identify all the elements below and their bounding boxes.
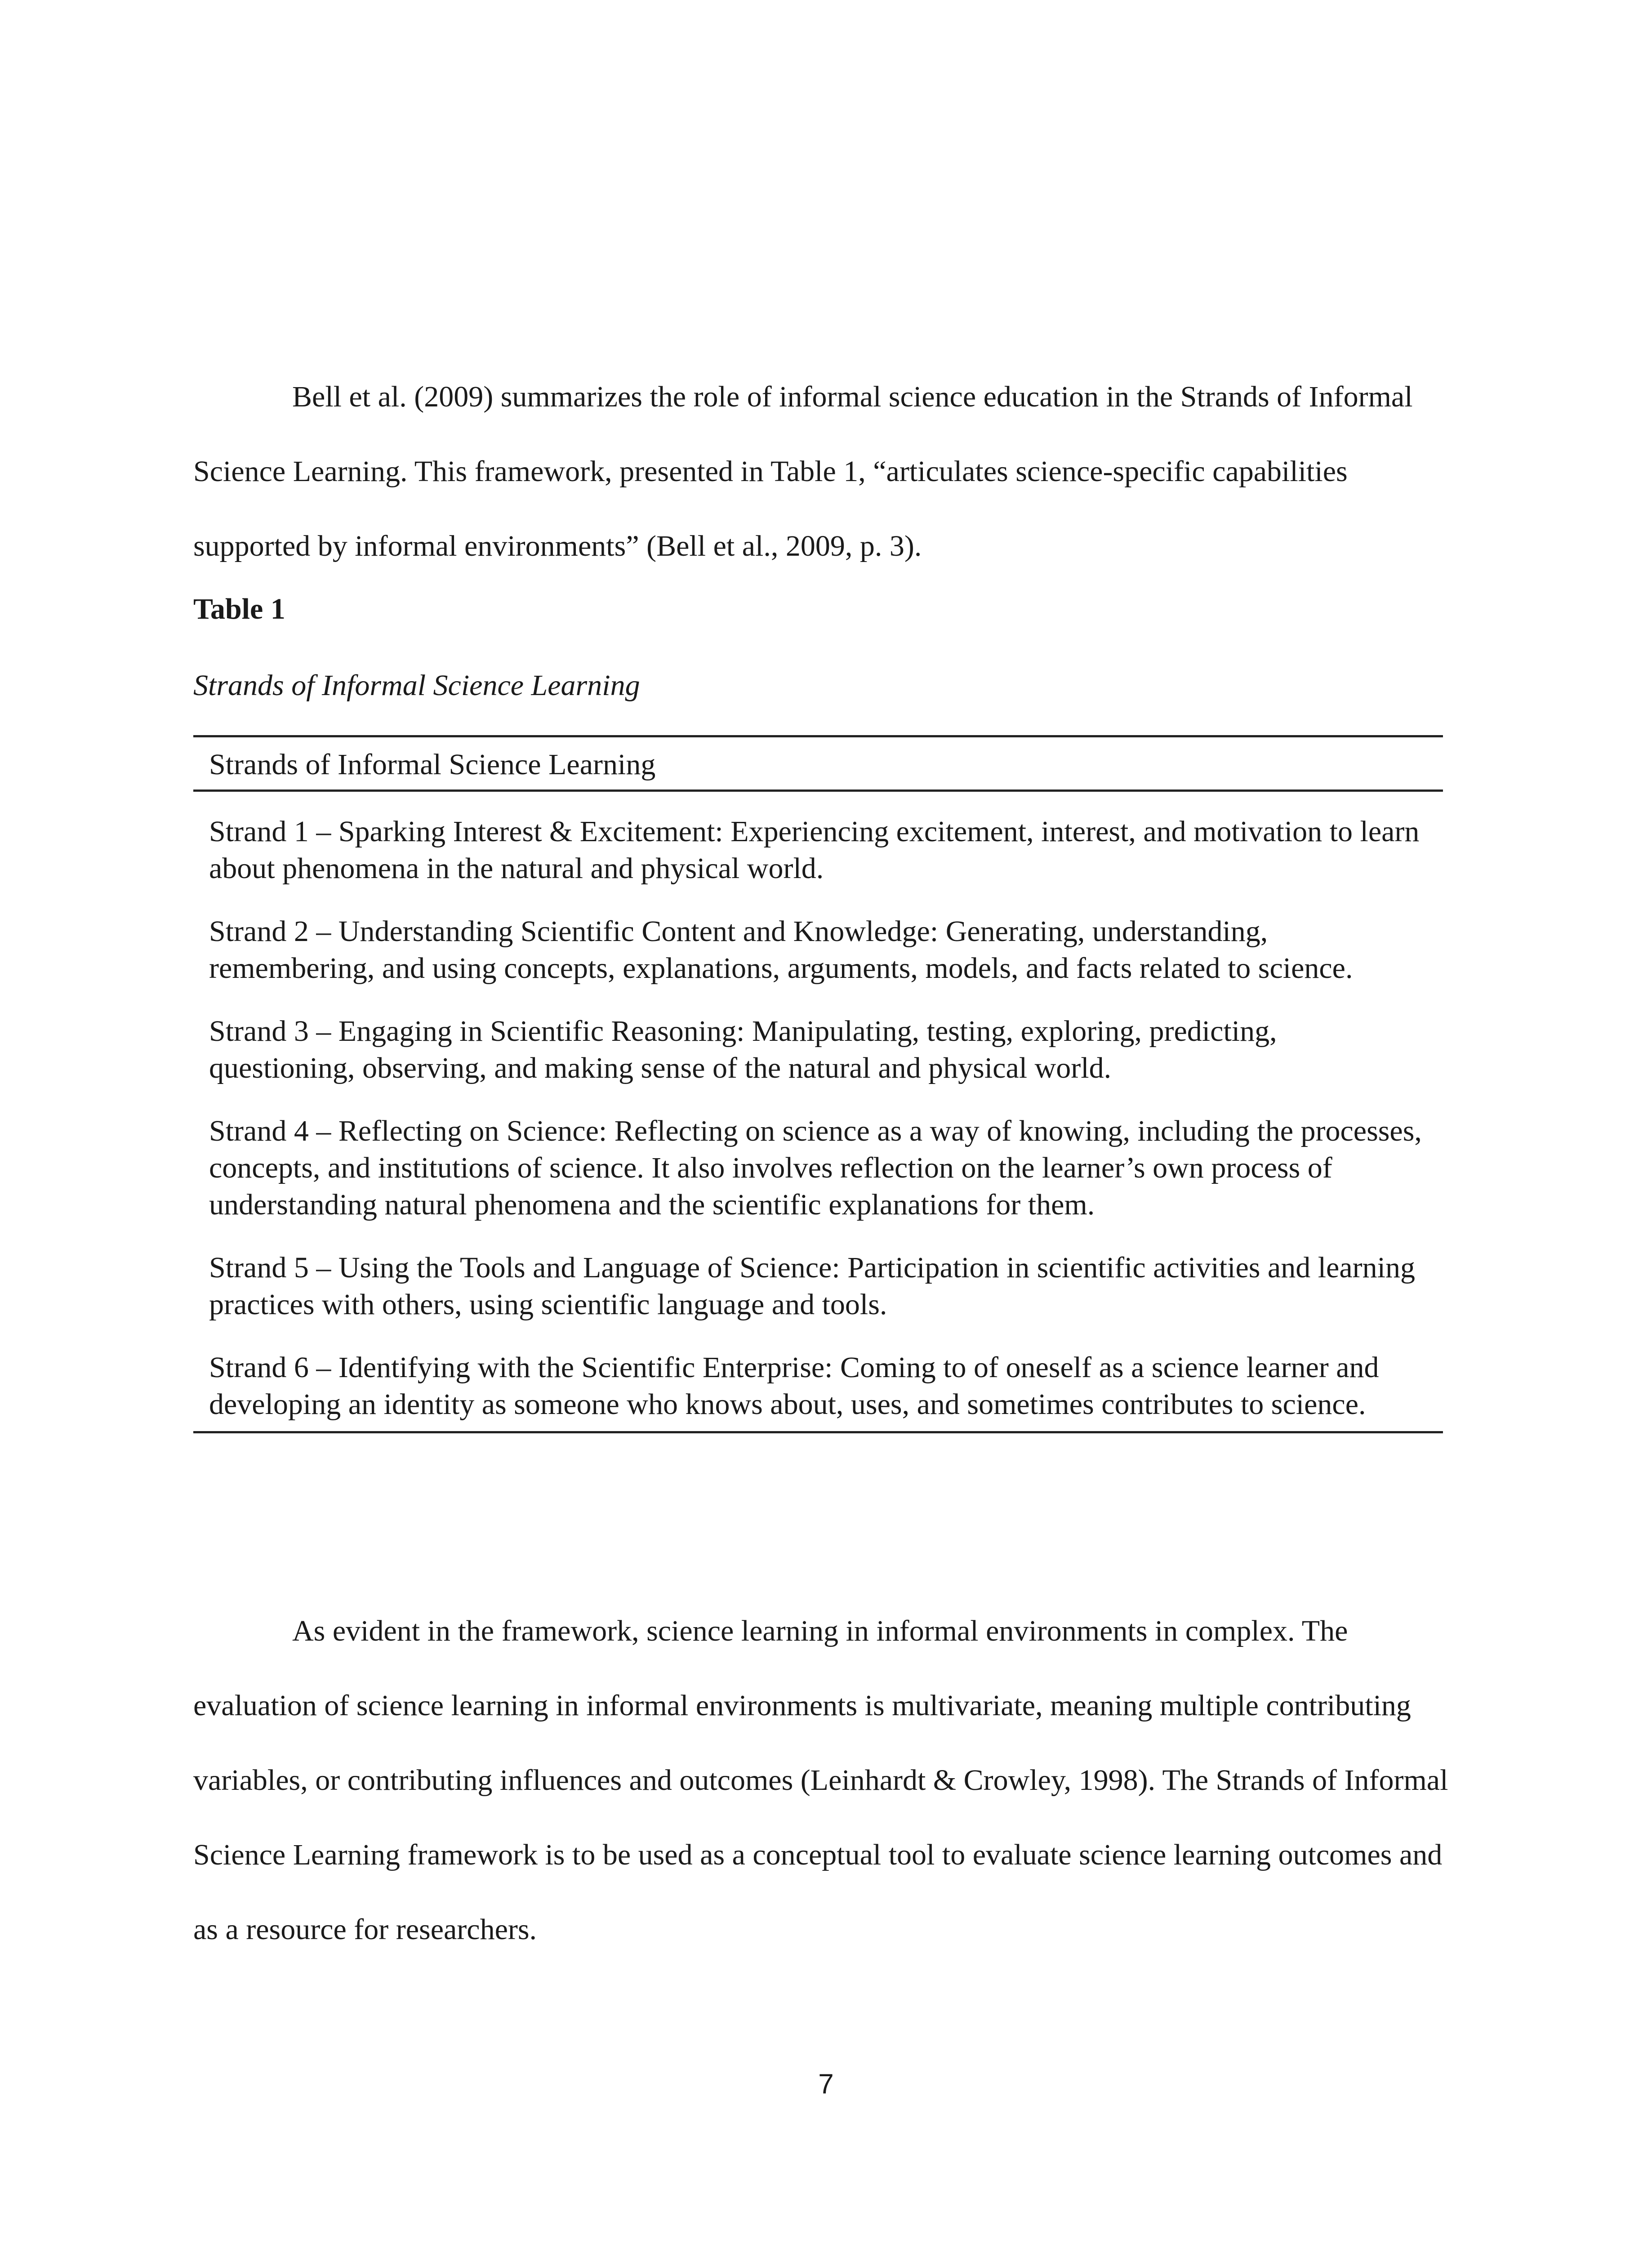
table-label: Table 1 xyxy=(193,593,285,625)
strand-4-cell: Strand 4 – Reflecting on Science: Reflecting on science as a way of knowing, including the processes, concepts, and institutions of science. It also involves reflection on the learner’s own process of understanding natural phenomena and the scientific explanations for them. xyxy=(209,1115,1422,1221)
table-header-cell: Strands of Informal Science Learning xyxy=(193,736,1443,791)
table-row xyxy=(193,903,1443,1003)
strand-5-cell: Strand 5 – Using the Tools and Language of Science: Participation in scientific activities and learning practices with others, using scientific language and tools. xyxy=(209,1251,1415,1321)
strand-2-cell: Strand 2 – Understanding Scientific Content and Knowledge: Generating, understanding, remembering, and using concepts, explanations, arguments, models, and facts related to science. xyxy=(209,915,1353,985)
strands-table xyxy=(193,735,1443,1433)
table-row xyxy=(193,1103,1443,1240)
table-header-row xyxy=(193,736,1443,791)
page-number: 7 xyxy=(818,2069,834,2100)
table-row xyxy=(193,1003,1443,1103)
intro-paragraph: Bell et al. (2009) summarizes the role of informal science education in the Strands of Informal Science Learning. This framework, presented in Table 1, “articulates science-specific capabilities supported by informal environments” (Bell et al., 2009, p. 3). xyxy=(193,380,1413,562)
table-row xyxy=(193,1240,1443,1339)
strand-1-cell: Strand 1 – Sparking Interest & Excitement: Experiencing excitement, interest, and motivation to learn about phenomena in the natural and physical world. xyxy=(209,815,1420,885)
strand-3-cell: Strand 3 – Engaging in Scientific Reasoning: Manipulating, testing, exploring, predicting, questioning, observing, and making sense of the natural and physical world. xyxy=(209,1015,1277,1084)
after-table-paragraph: As evident in the framework, science learning in informal environments in complex. The evaluation of science learning in informal environments is multivariate, meaning multiple contributing variables, or contributing influences and outcomes (Leinhardt & Crowley, 1998). The Strands of Informal Science Learning framework is to be used as a conceptual tool to evaluate science learning outcomes and as a resource for researchers. xyxy=(193,1615,1448,1946)
strand-6-cell: Strand 6 – Identifying with the Scientific Enterprise: Coming to of oneself as a science learner and developing an identity as someone who knows about, uses, and sometimes contributes to science. xyxy=(193,1339,1443,1432)
table-title: Strands of Informal Science Learning xyxy=(193,669,640,702)
table-row xyxy=(193,791,1443,904)
table-row xyxy=(193,1339,1443,1432)
